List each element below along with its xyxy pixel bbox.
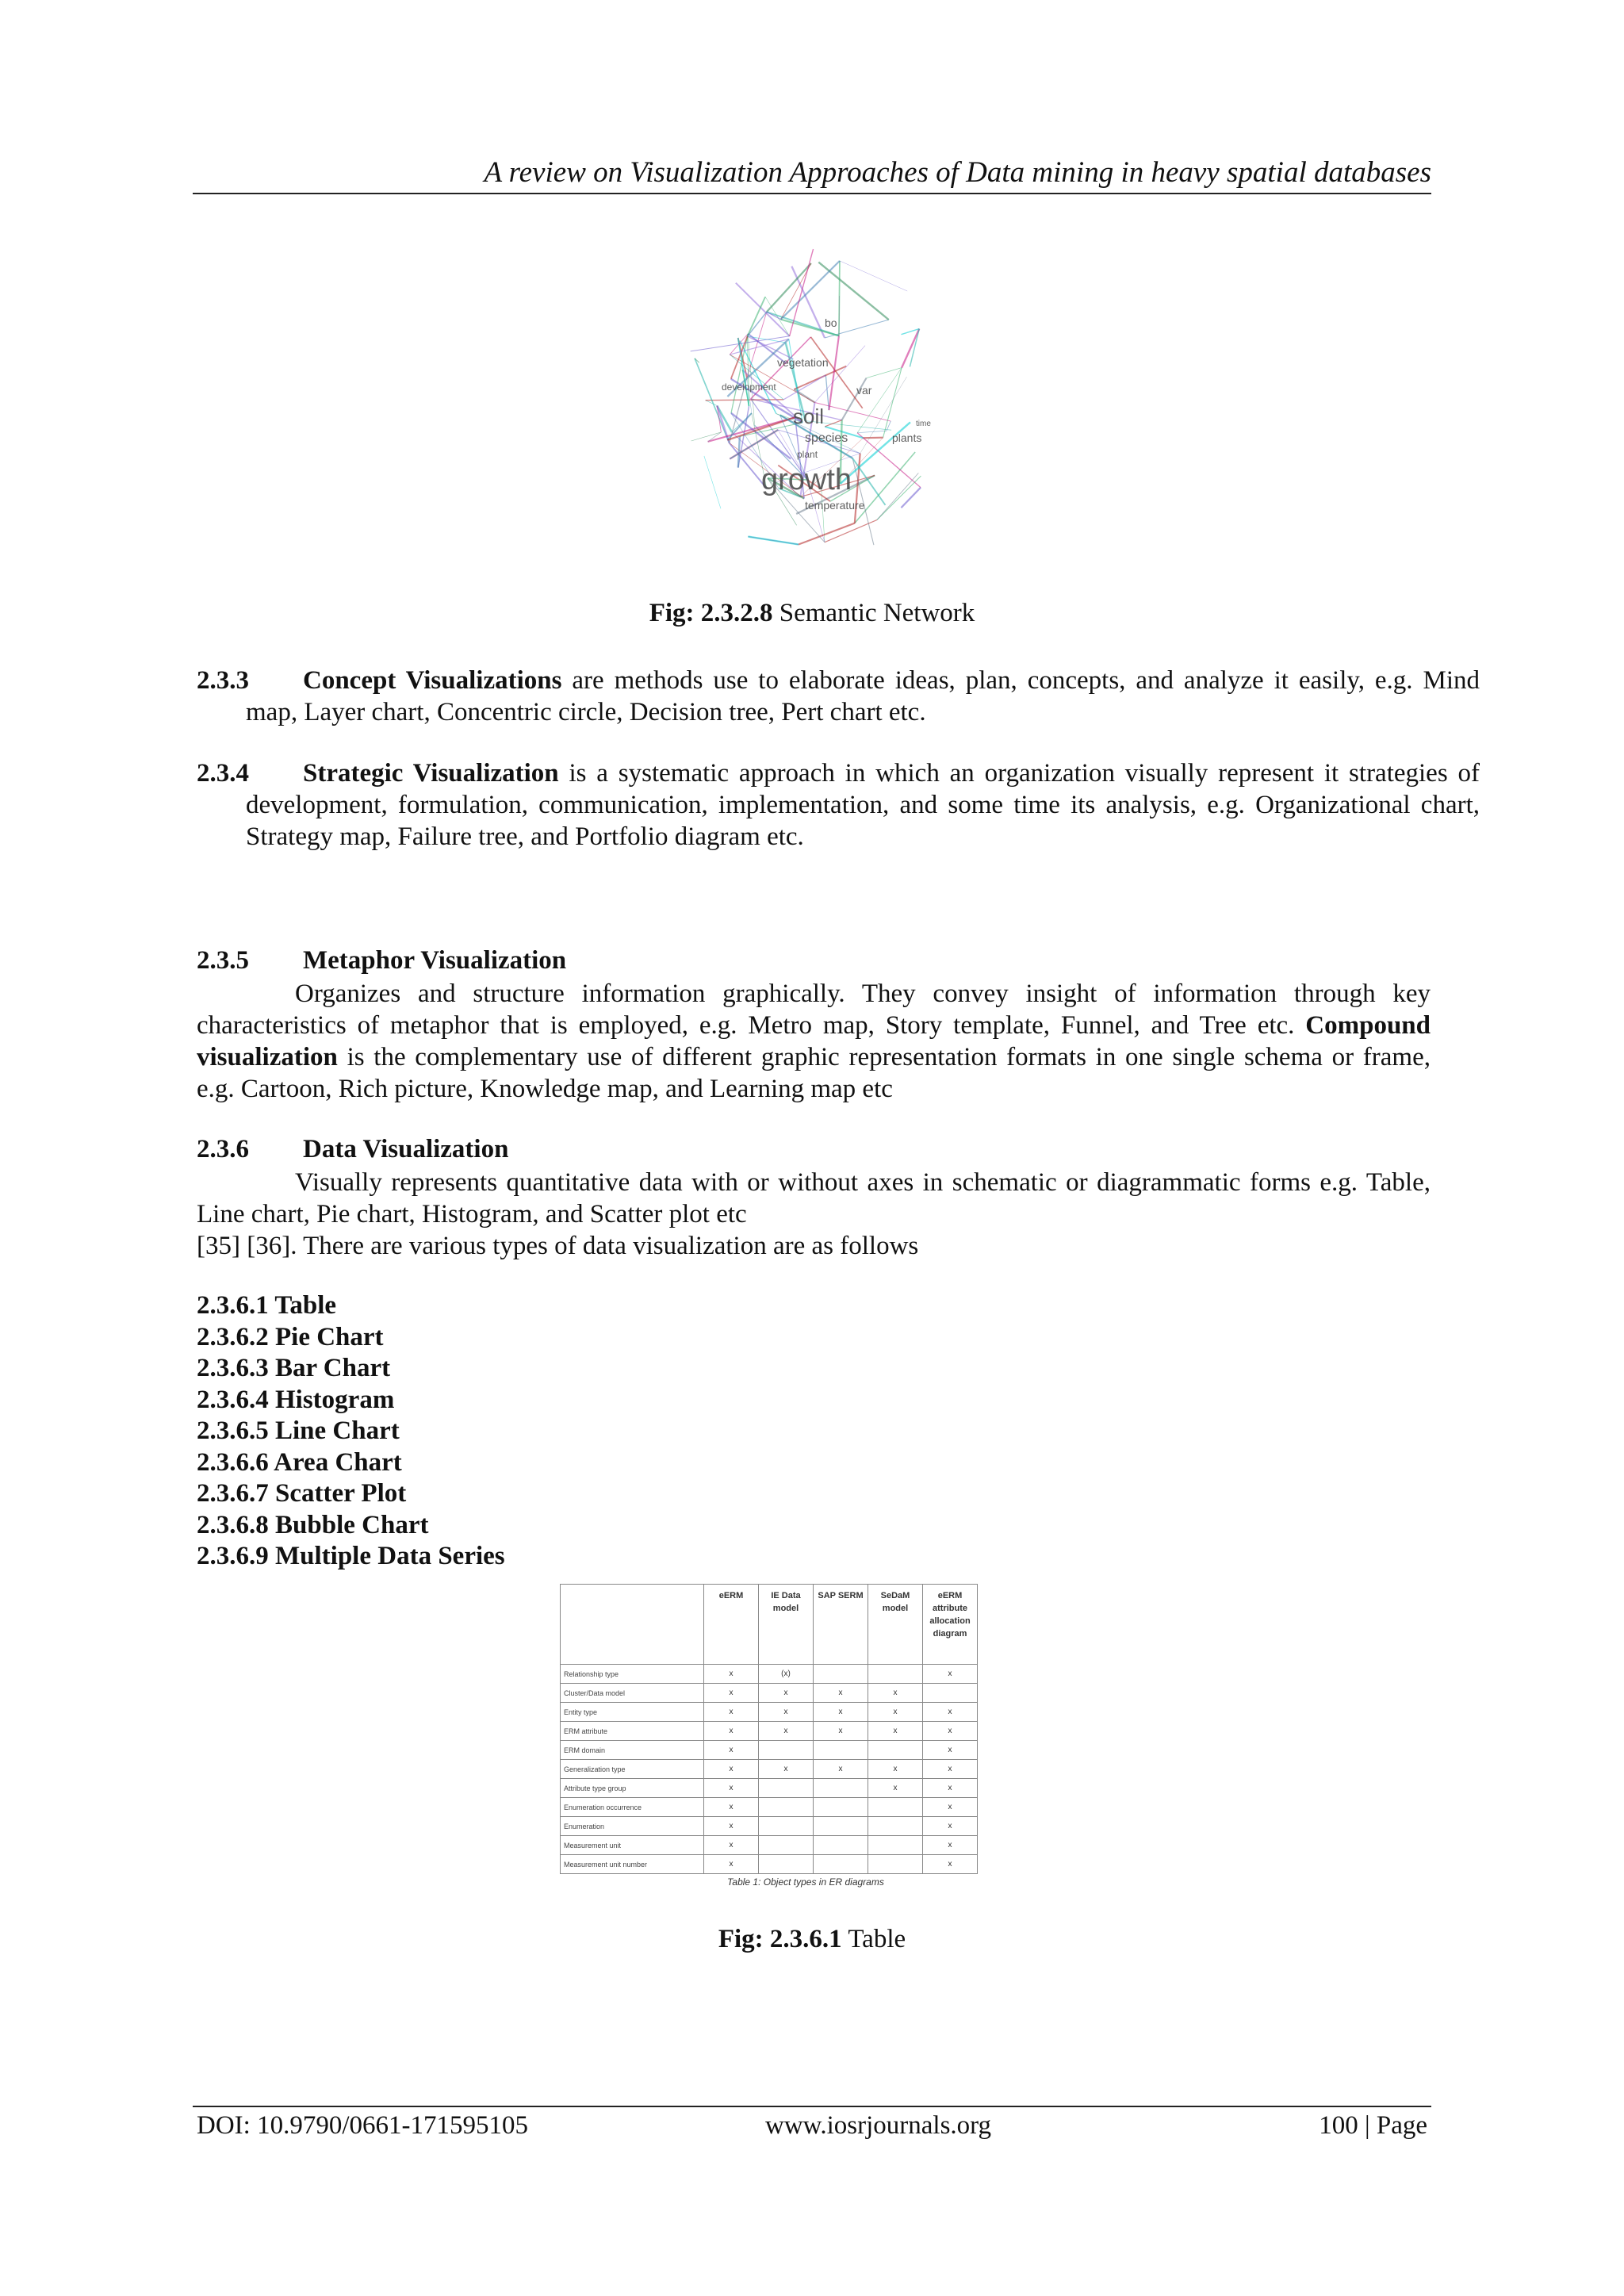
table-cell: x: [923, 1779, 978, 1798]
network-word-label: growth: [761, 463, 852, 496]
table-cell: [868, 1665, 923, 1684]
list-item: 2.3.6.3 Bar Chart: [197, 1354, 391, 1382]
table-cell: x: [814, 1684, 868, 1703]
table-cell: x: [814, 1722, 868, 1741]
table-cell: [759, 1779, 814, 1798]
table-header: SAP SERM: [814, 1585, 868, 1665]
table-row: [561, 1817, 978, 1836]
section-text: Visually represents quantitative data with or without axes in schematic or diagrammatic forms e.g. Table, Line chart, Pie chart, Histogram, and Scatter plot etc: [197, 1168, 1431, 1228]
table-cell: [814, 1741, 868, 1760]
network-edge: [867, 368, 902, 378]
table-cell: x: [814, 1703, 868, 1722]
section-2-3-4: [197, 757, 1480, 853]
network-edge: [706, 400, 784, 401]
running-header: A review on Visualization Approaches of Data mining in heavy spatial databases: [484, 156, 1431, 189]
table-row-label: Cluster/Data model: [561, 1684, 704, 1703]
table-row-label: Generalization type: [561, 1760, 704, 1779]
caption-number: Fig: 2.3.2.8: [649, 599, 773, 627]
list-item: 2.3.6.9 Multiple Data Series: [197, 1542, 505, 1570]
table-row-label: Enumeration: [561, 1817, 704, 1836]
network-edge: [864, 438, 883, 439]
table-cell: x: [923, 1665, 978, 1684]
section-number: 2.3.6: [197, 1135, 249, 1163]
section-2-3-6-body: [197, 1167, 1431, 1230]
table-cell: [868, 1741, 923, 1760]
table-cell: [759, 1741, 814, 1760]
list-item: 2.3.6.4 Histogram: [197, 1385, 395, 1414]
table-cell: x: [923, 1855, 978, 1874]
table-cell: [814, 1817, 868, 1836]
network-edge: [857, 368, 902, 433]
table-cell: x: [923, 1760, 978, 1779]
network-edge: [704, 456, 721, 508]
list-item: 2.3.6.7 Scatter Plot: [197, 1479, 407, 1508]
table-row-label: Attribute type group: [561, 1779, 704, 1798]
section-title: Data Visualization: [303, 1135, 509, 1163]
network-edge: [855, 454, 860, 523]
table-header: eERM: [704, 1585, 759, 1665]
figure-caption-semantic-network: [193, 599, 1431, 628]
section-number: 2.3.4: [197, 759, 249, 788]
table-header-corner: [561, 1585, 704, 1665]
table-cell: x: [923, 1703, 978, 1722]
table-cell: [868, 1836, 923, 1855]
table-row-label: ERM domain: [561, 1741, 704, 1760]
table-cell: x: [704, 1665, 759, 1684]
table-cell: x: [868, 1703, 923, 1722]
network-edge: [840, 261, 907, 291]
table-cell: x: [704, 1722, 759, 1741]
network-edge: [706, 401, 718, 406]
table-cell: x: [704, 1741, 759, 1760]
table-cell: (x): [759, 1665, 814, 1684]
table-cell: [814, 1665, 868, 1684]
table-row-label: Relationship type: [561, 1665, 704, 1684]
table-header: SeDaM model: [868, 1585, 923, 1665]
list-item: 2.3.6.5 Line Chart: [197, 1416, 400, 1445]
table-row: [561, 1760, 978, 1779]
table-cell: [868, 1798, 923, 1817]
table-row: [561, 1703, 978, 1722]
section-text: are methods use to elaborate ideas, plan, concepts, and analyze it easily, e.g. Mind map, Layer chart, Concentric circle, Decision tree, Pert chart etc.: [246, 666, 1480, 726]
table-cell: [868, 1817, 923, 1836]
network-edge: [695, 358, 730, 443]
section-title: Strategic Visualization: [303, 759, 559, 788]
caption-text: Semantic Network: [772, 599, 975, 627]
section-2-3-5-heading: [197, 946, 1431, 976]
table-cell: x: [923, 1836, 978, 1855]
semantic-network-figure: [666, 216, 959, 596]
table-inner-caption: Table 1: Object types in ER diagrams: [727, 1876, 884, 1888]
table-cell: [814, 1855, 868, 1874]
table-cell: x: [704, 1855, 759, 1874]
table-cell: x: [704, 1836, 759, 1855]
table-header: eERM attribute allocation diagram: [923, 1585, 978, 1665]
section-number: 2.3.5: [197, 946, 249, 975]
table-row-label: Enumeration occurrence: [561, 1798, 704, 1817]
table-cell: x: [868, 1779, 923, 1798]
table-row-label: Measurement unit: [561, 1836, 704, 1855]
table-cell: [759, 1836, 814, 1855]
table-row: [561, 1836, 978, 1855]
network-word-label: var: [856, 384, 872, 397]
section-title: Metaphor Visualization: [303, 946, 567, 975]
table-header-row: [561, 1585, 978, 1665]
table-row: [561, 1684, 978, 1703]
network-edge: [814, 402, 891, 421]
section-2-3-6-heading: [197, 1135, 1431, 1164]
section-text: is a systematic approach in which an organization visually represent it strategies of development, formulation, communication, implementation, and some time its analysis, e.g. Organizational chart, Strategy map, Failure tree, and Portfolio diagram etc.: [246, 759, 1480, 851]
table-cell: x: [923, 1741, 978, 1760]
table-cell: [759, 1855, 814, 1874]
network-word-label: vegetation: [777, 356, 829, 369]
network-word-label: species: [805, 431, 848, 445]
table-row: [561, 1798, 978, 1817]
table-row-label: ERM attribute: [561, 1722, 704, 1741]
table-cell: x: [704, 1798, 759, 1817]
header-rule: [193, 193, 1431, 194]
table-cell: x: [759, 1760, 814, 1779]
section-text-2: [35] [36]. There are various types of data visualization are as follows: [197, 1232, 919, 1260]
network-edge: [736, 283, 790, 336]
network-edge: [883, 368, 902, 438]
section-number: 2.3.3: [197, 666, 249, 695]
table-cell: x: [868, 1722, 923, 1741]
network-word-label: development: [722, 381, 776, 393]
network-word-label: time: [916, 420, 931, 428]
table-row: [561, 1855, 978, 1874]
network-word-label: plants: [892, 431, 922, 444]
table-cell: x: [704, 1817, 759, 1836]
network-word-label: bo: [825, 316, 837, 329]
table-cell: x: [923, 1722, 978, 1741]
table-cell: [759, 1817, 814, 1836]
table-row-label: Measurement unit number: [561, 1855, 704, 1874]
list-item: 2.3.6.1 Table: [197, 1291, 337, 1320]
footer-doi: DOI: 10.9790/0661-171595105: [197, 2111, 528, 2140]
table-cell: x: [759, 1703, 814, 1722]
network-word-label: temperature: [805, 499, 865, 512]
table-cell: x: [704, 1684, 759, 1703]
table-cell: x: [923, 1798, 978, 1817]
footer-page-number: 100 | Page: [1319, 2111, 1427, 2140]
network-word-label: plant: [797, 449, 818, 460]
table-figure: [560, 1584, 1051, 1888]
table-cell: x: [814, 1760, 868, 1779]
section-text-2: is the complementary use of different graphic representation formats in one single schema or frame, e.g. Cartoon, Rich picture, Knowledge map, and Learning map etc: [197, 1043, 1431, 1103]
list-item: 2.3.6.2 Pie Chart: [197, 1322, 384, 1351]
network-edge: [877, 476, 921, 519]
footer-website: www.iosrjournals.org: [765, 2111, 992, 2140]
data-visualization-types-list: [197, 1290, 505, 1573]
section-2-3-5-body: [197, 978, 1431, 1105]
network-word-label: soil: [793, 404, 825, 428]
network-edge: [901, 488, 921, 508]
section-title: Concept Visualizations: [303, 666, 562, 695]
table-cell: x: [704, 1760, 759, 1779]
table-cell: [814, 1779, 868, 1798]
table-cell: x: [868, 1760, 923, 1779]
semantic-network-graphic: [666, 216, 959, 596]
network-edge: [825, 375, 829, 410]
network-edge: [748, 537, 799, 545]
list-item: 2.3.6.8 Bubble Chart: [197, 1510, 429, 1539]
table-cell: x: [868, 1684, 923, 1703]
table-cell: x: [923, 1817, 978, 1836]
object-types-table: [560, 1584, 978, 1874]
table-cell: x: [704, 1779, 759, 1798]
section-2-3-3: [197, 665, 1480, 728]
network-edge: [781, 261, 840, 320]
table-row: [561, 1665, 978, 1684]
section-text: Organizes and structure information graphically. They convey insight of information through key characteristics of metaphor that is employed, e.g. Metro map, Story template, Funnel, and Tree etc.: [197, 979, 1431, 1040]
caption-number: Fig: 2.3.6.1: [718, 1925, 842, 1953]
footer-rule: [193, 2106, 1431, 2107]
table-cell: [814, 1836, 868, 1855]
table-cell: [923, 1684, 978, 1703]
table-row-label: Entity type: [561, 1703, 704, 1722]
table-cell: [868, 1855, 923, 1874]
table-cell: x: [704, 1703, 759, 1722]
table-cell: [759, 1798, 814, 1817]
table-cell: x: [759, 1722, 814, 1741]
section-2-3-6-body-2: [197, 1230, 1431, 1262]
table-header: IE Data model: [759, 1585, 814, 1665]
caption-text: Table: [841, 1925, 906, 1953]
table-row: [561, 1779, 978, 1798]
table-cell: x: [759, 1684, 814, 1703]
table-row: [561, 1722, 978, 1741]
table-row: [561, 1741, 978, 1760]
figure-caption-table: [193, 1925, 1431, 1954]
table-cell: [814, 1798, 868, 1817]
section-bold-term: Compound visualization: [197, 1011, 1431, 1071]
list-item: 2.3.6.6 Area Chart: [197, 1447, 402, 1477]
network-edge: [857, 431, 887, 432]
